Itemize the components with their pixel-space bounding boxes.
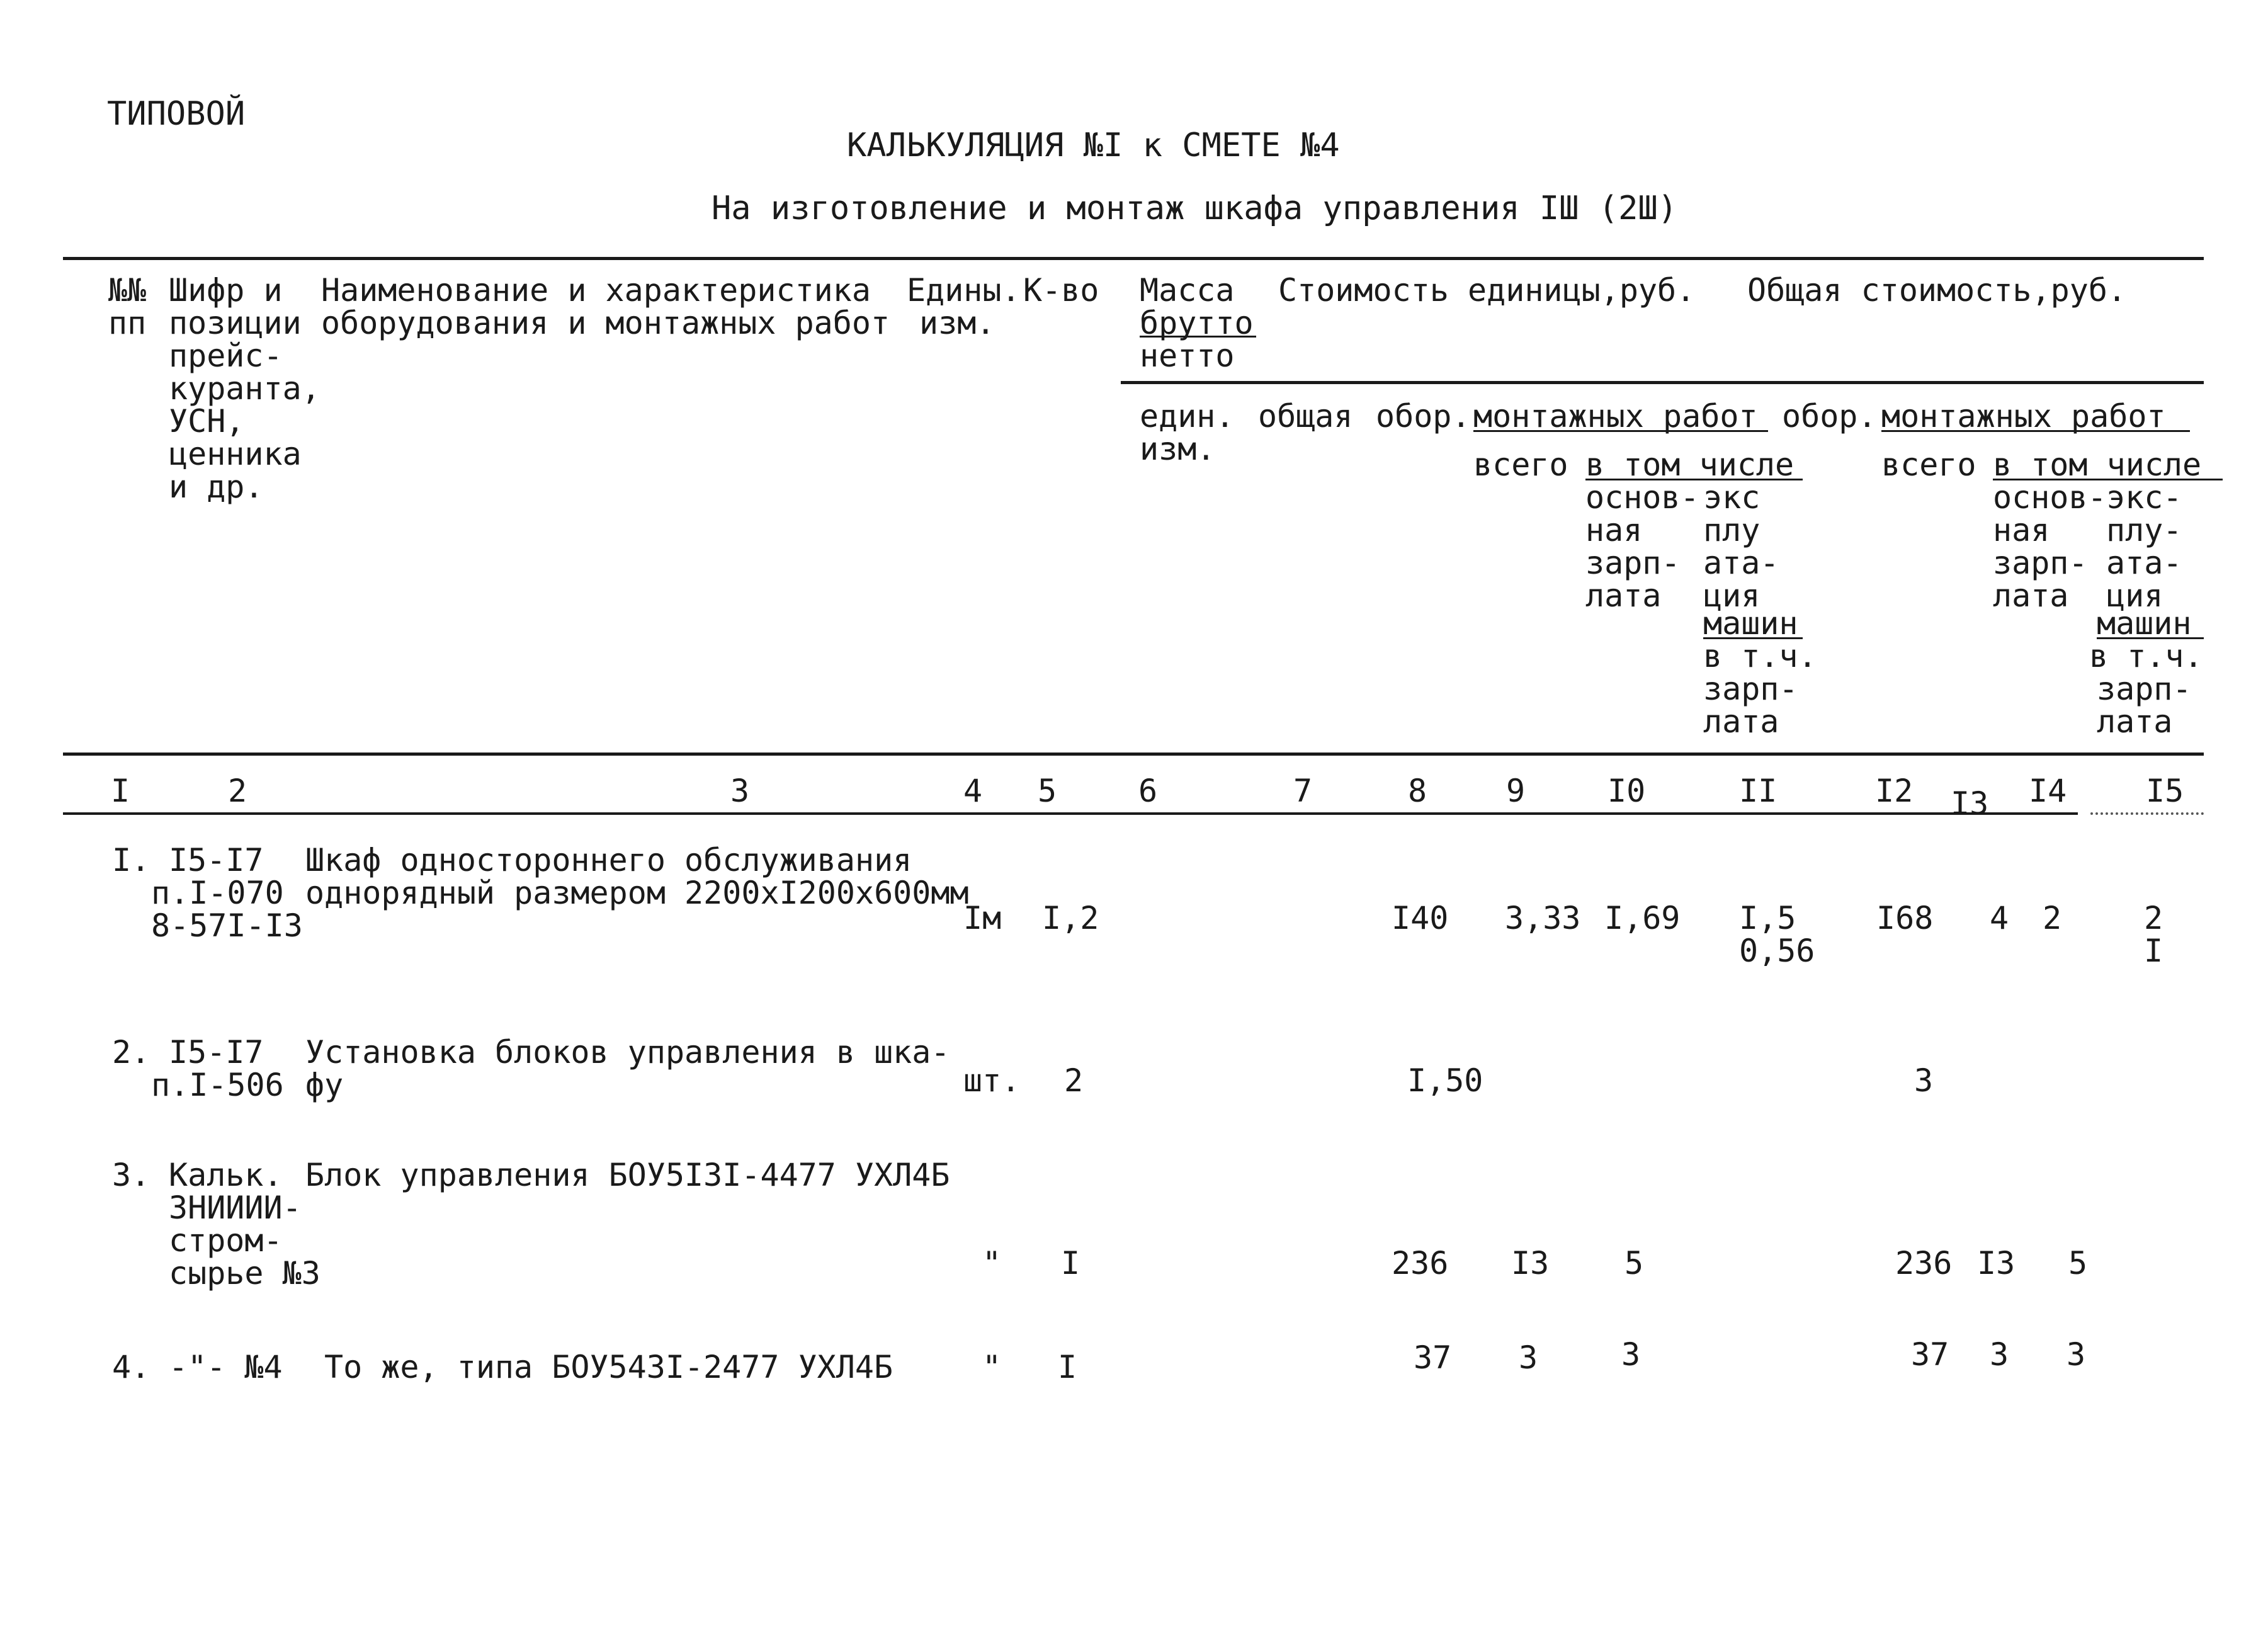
row3-c13: I3 [1977,1245,2016,1281]
header-mass-net: нетто [1140,338,1235,374]
row1-c14: 2 [2043,900,2062,936]
header-bottom-rule [63,753,2204,756]
header-machines-2a: экс- [2106,479,2182,516]
header-machines-1a: экс [1703,479,1761,516]
row4-c12: 37 [1911,1336,1949,1373]
row4-c14: 3 [2067,1336,2086,1373]
header-name-1: Наименование и характеристика [321,272,871,309]
header-unit-2: изм. [919,305,995,341]
header-incl-wage-2b: зарп- [2097,671,2192,707]
header-mass-gross: брутто [1140,305,1254,341]
row1-name-2: однорядный размером 2200хI200х600мм [305,875,969,911]
row1-c9: 3,33 [1505,900,1581,936]
header-basic-wage-2d: лата [1993,577,2069,614]
row3-c8: 236 [1392,1245,1449,1281]
header-qty: К-во [1023,272,1099,309]
document-subtitle: На изготовление и монтаж шкафа управления IШ (2Ш) [712,190,1678,227]
row1-c15-a: 2 [2144,900,2163,936]
row1-code-3: 8-57I-I3 [151,907,303,944]
row1-c15-b: I [2144,933,2163,969]
row1-c8: I40 [1392,900,1449,936]
row3-c12: 236 [1895,1245,1953,1281]
header-mount-2: монтажных работ [1881,398,2166,435]
row4-num: 4. [112,1349,150,1385]
row3-code-2: ЗНИИИИ- [169,1190,302,1226]
row3-code-3: стром- [169,1222,283,1259]
header-incl-wage-1c: лата [1703,703,1779,740]
row1-c10: I,69 [1604,900,1681,936]
colnum-1: I [111,773,130,809]
header-incl-wage-2c: лата [2097,703,2173,740]
header-basic-wage-2a: основ- [1993,479,2107,516]
colnum-6: 6 [1138,773,1158,809]
header-machines-2b: плу- [2106,512,2182,548]
row3-code-4: сырье №3 [169,1255,320,1292]
colnum-rule [63,812,2078,815]
header-basic-wage-2c: зарп- [1993,545,2088,581]
header-sub-rule [1121,381,2204,384]
row4-unit: " [982,1349,1002,1385]
top-rule [63,257,2204,260]
row1-num: I. [112,842,150,878]
colnum-2: 2 [228,773,247,809]
header-basic-wage-1a: основ- [1585,479,1699,516]
row1-c12: I68 [1876,900,1934,936]
header-unit-sub-1: един. [1140,398,1235,435]
row4-c8: 37 [1414,1339,1452,1376]
header-unit-sub-2: изм. [1140,431,1216,467]
header-basic-wage-1b: ная [1585,512,1643,548]
row2-qty: 2 [1064,1062,1084,1099]
document-title: КАЛЬКУЛЯЦИЯ №I к СМЕТЕ №4 [847,127,1340,164]
header-code-1: Шифр и [169,272,283,309]
row4-c9: 3 [1519,1339,1538,1376]
header-mount-1: монтажных работ [1473,398,1758,435]
row1-c13: 4 [1990,900,2009,936]
header-equip-1: обор. [1376,398,1471,435]
header-basic-wage-1d: лата [1585,577,1662,614]
row2-num: 2. [112,1034,150,1071]
header-code-7: и др. [169,469,264,505]
header-incl-wage-2a: в т.ч. [2089,638,2203,674]
row1-unit: Iм [963,900,1002,936]
row1-code-1: I5-I7 [169,842,264,878]
colnum-12: I2 [1875,773,1914,809]
row1-c11-b: 0,56 [1739,933,1815,969]
row1-name-1: Шкаф одностороннего обслуживания [305,842,912,878]
header-incl-wage-1a: в т.ч. [1703,638,1817,674]
colnum-11: II [1739,773,1778,809]
row3-c10: 5 [1624,1245,1644,1281]
header-machines-1e: машин [1703,605,1798,642]
header-mass: Масса [1140,272,1235,309]
header-code-4: куранта, [169,370,320,407]
row1-code-2: п.I-070 [151,875,284,911]
header-code-2: позиции [169,305,302,341]
colnum-7: 7 [1293,773,1313,809]
header-basic-wage-2b: ная [1993,512,2050,548]
header-total-1: всего [1473,446,1568,483]
header-num-2: пп [108,305,147,341]
header-machines-2c: ата- [2106,545,2182,581]
row4-code-1: -"- №4 [169,1349,283,1385]
row4-qty: I [1058,1349,1077,1385]
header-machines-1c: ата- [1703,545,1779,581]
row3-name-1: Блок управления БОУ5I3I-4477 УХЛ4Б [305,1157,950,1193]
document-stamp: ТИПОВОЙ [107,95,246,133]
header-unit-cost: Стоимость единицы,руб. [1278,272,1696,309]
header-machines-2d: ция [2106,577,2163,614]
header-name-2: оборудования и монтажных работ [321,305,890,341]
row3-code-1: Кальк. [169,1157,283,1193]
row2-unit: шт. [963,1062,1021,1099]
header-code-3: прейс- [169,338,283,374]
header-equip-2: обор. [1782,398,1877,435]
header-machines-1b: плу [1703,512,1761,548]
colnum-9: 9 [1506,773,1526,809]
colnum-13: I3 [1951,785,1989,822]
colnum-8: 8 [1408,773,1427,809]
row2-c8: I,50 [1407,1062,1483,1099]
header-machines-1d: ция [1703,577,1761,614]
row1-qty: I,2 [1042,900,1099,936]
header-total-2: всего [1881,446,1976,483]
colnum-3: 3 [730,773,750,809]
row2-name-2: фу [305,1067,344,1103]
row2-code-2: п.I-506 [151,1067,284,1103]
header-incl-wage-1b: зарп- [1703,671,1798,707]
header-total-sub: общая [1258,398,1353,435]
row4-name-1: То же, типа БОУ543I-2477 УХЛ4Б [324,1349,893,1385]
header-total-cost: Общая стоимость,руб. [1747,272,2127,309]
row4-c10: 3 [1621,1336,1641,1373]
header-basic-wage-1c: зарп- [1585,545,1681,581]
row1-c11-a: I,5 [1739,900,1796,936]
row3-c9: I3 [1511,1245,1550,1281]
colnum-10: I0 [1607,773,1646,809]
colnum-4: 4 [963,773,983,809]
row2-c12: 3 [1914,1062,1934,1099]
header-unit-1: Едины. [907,272,1021,309]
header-code-6: ценника [169,436,302,472]
header-code-5: УСН, [169,403,245,440]
row3-num: 3. [112,1157,150,1193]
row4-c13: 3 [1990,1336,2009,1373]
header-incl-1: в том числе [1585,446,1795,483]
row2-name-1: Установка блоков управления в шка- [305,1034,950,1071]
row3-c14: 5 [2068,1245,2088,1281]
header-machines-2e: машин [2097,605,2192,642]
colnum-15: I5 [2146,773,2184,809]
colnum-14: I4 [2029,773,2067,809]
row3-unit: " [982,1245,1002,1281]
colnum-5: 5 [1038,773,1057,809]
header-num-1: №№ [108,272,147,309]
header-incl-2: в том числе [1993,446,2202,483]
row3-qty: I [1061,1245,1080,1281]
row2-code-1: I5-I7 [169,1034,264,1071]
